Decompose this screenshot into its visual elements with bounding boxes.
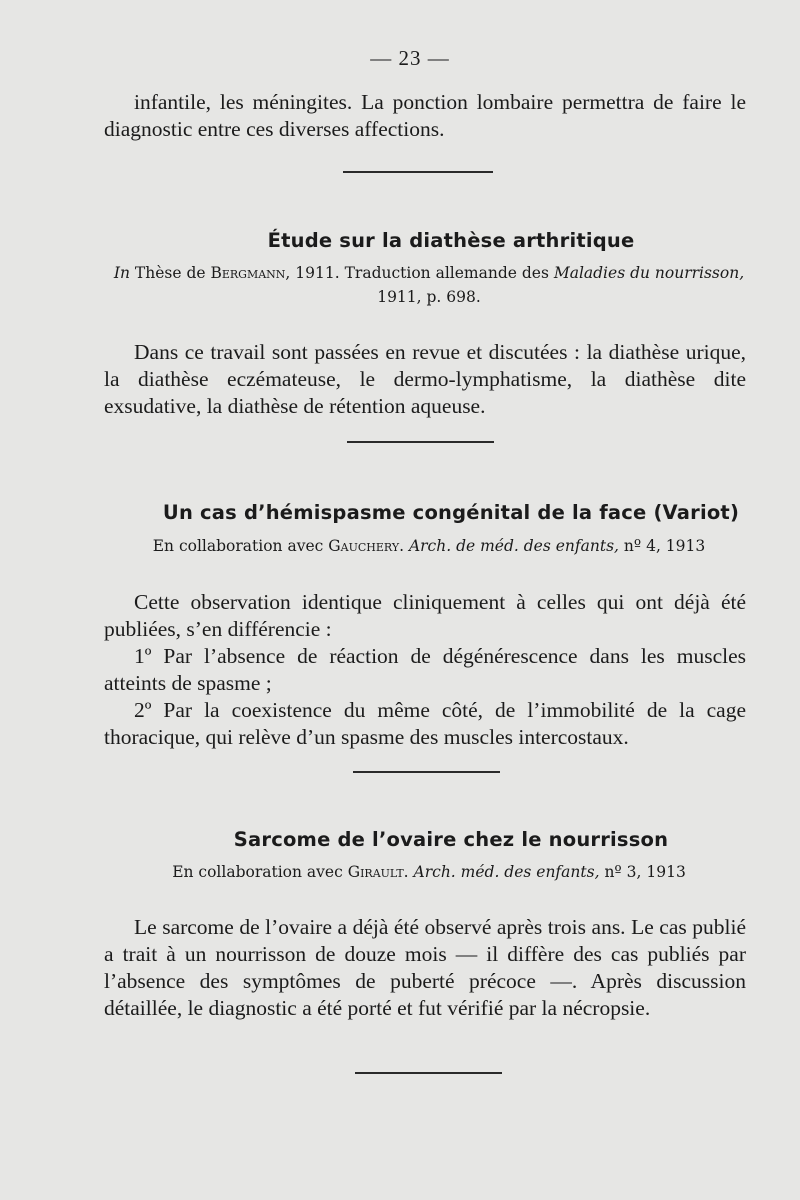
intro-text: infantile, les méningites. La ponction lombaire permettra de faire le diagnostic entre ces diverses affections. xyxy=(104,90,746,141)
section-title: Un cas d’hémispasme congénital de la face (Variot) xyxy=(162,501,740,524)
reference-author: Girault xyxy=(347,863,404,881)
section-divider xyxy=(355,1072,502,1074)
reference-suffix: nº 3, 1913 xyxy=(599,863,686,881)
section-reference xyxy=(104,860,754,884)
reference-journal: Maladies du nourrisson, xyxy=(553,264,745,282)
section-divider xyxy=(343,171,493,173)
section-divider xyxy=(347,441,494,443)
reference-journal: Arch. de méd. des enfants, xyxy=(408,537,619,555)
page-number: — 23 — xyxy=(370,46,450,70)
intro-paragraph xyxy=(104,89,746,143)
section-title: Étude sur la diathèse arthritique xyxy=(267,229,635,252)
reference-journal: Arch. méd. des enfants, xyxy=(413,863,600,881)
reference-suffix: nº 4, 1913 xyxy=(618,537,706,555)
section-body xyxy=(104,589,746,751)
reference-suffix: 1911, p. 698. xyxy=(377,288,481,306)
section-body xyxy=(104,914,746,1022)
section-reference xyxy=(104,261,754,309)
section-title: Sarcome de l’ovaire chez le nourrisson xyxy=(233,828,669,851)
reference-author: Gauchery xyxy=(328,537,400,555)
reference-text: , 1911. Traduction allemande des xyxy=(285,264,554,282)
section-paragraph: Dans ce travail sont passées en revue et discutées : la diathèse urique, la diathèse eczémateuse, le dermo-lymphatisme, la diathèse dite exsudative, la diathèse de rétention aqueuse. xyxy=(104,340,746,418)
section-paragraph: Le sarcome de l’ovaire a déjà été observé après trois ans. Le cas publié a trait à un nourrisson de douze mois — il diffère des cas publiés par l’absence des symptômes de puberté précoce —. Après discussion détaillée, le diagnostic a été porté et fut vérifié par la nécropsie. xyxy=(104,915,746,1020)
reference-text: Thèse de xyxy=(129,264,211,282)
section-body xyxy=(104,339,746,420)
reference-text: En collaboration avec xyxy=(172,863,348,881)
section-divider xyxy=(353,771,500,773)
section-paragraph: 1º Par l’absence de réaction de dégénérescence dans les muscles atteints de spasme ; xyxy=(104,644,746,695)
reference-prefix: In xyxy=(113,264,130,282)
section-paragraph: 2º Par la coexistence du même côté, de l’immobilité de la cage thoracique, qui relève d’un spasme des muscles intercostaux. xyxy=(104,698,746,749)
section-paragraph: Cette observation identique cliniquement à celles qui ont déjà été publiées, s’en différencie : xyxy=(104,590,746,641)
reference-text: En collaboration avec xyxy=(152,537,329,555)
section-reference xyxy=(104,534,754,558)
reference-text: . xyxy=(399,537,409,555)
reference-text: . xyxy=(403,863,414,881)
reference-author: Bergmann xyxy=(210,264,286,282)
